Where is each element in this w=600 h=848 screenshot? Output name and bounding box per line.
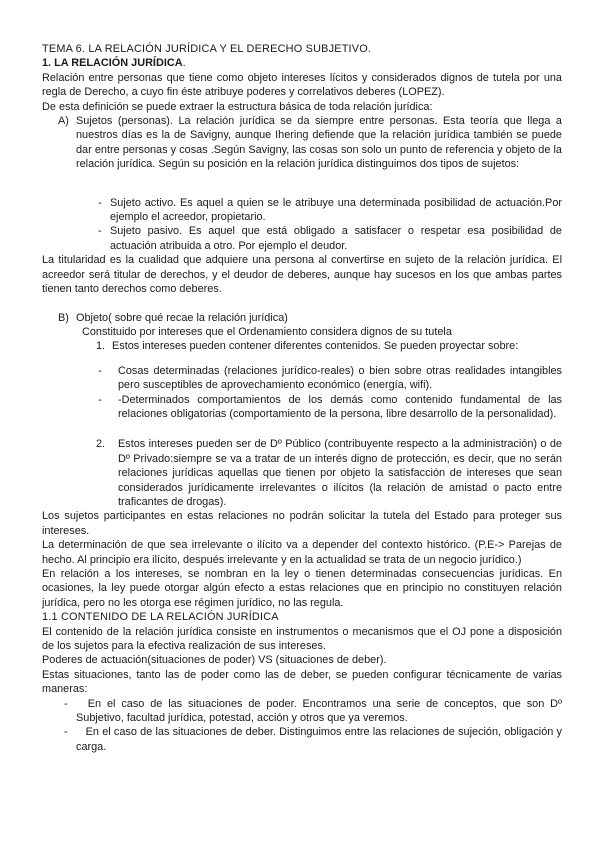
section-heading-1-text: 1. LA RELACIÓN JURÍDICA (42, 57, 183, 70)
situaciones-paragraph: Estas situaciones, tanto las de poder como las de deber, se pueden configurar técnicamente de varias maneras: (42, 668, 562, 696)
list-item-text: -Determinados comportamientos de los demás como contenido fundamental de las relaciones obligatorias (comportamiento de la persona, libre desarrollo de la personalidad). (118, 393, 562, 420)
section-heading-1-1: 1.1 CONTENIDO DE LA RELACIÓN JURÍDICA (42, 611, 279, 624)
list-item (42, 364, 562, 393)
list-item-text: Cosas determinadas (relaciones jurídico-reales) o bien sobre otras realidades intangibles pero susceptibles de aprovechamiento económico (energía, wifi). (118, 364, 562, 392)
list-item-text: Sujeto activo. Es aquel a quien se le atribuye una determinada posibilidad de actuación.Por ejemplo el acreedor, propietario. (110, 196, 562, 224)
list-item-text: Sujeto pasivo. Es aquel que está obligado a satisfacer o respetar esa posibilidad de actuación atribuida a otro. Por ejemplo el deudor. (110, 225, 562, 252)
item-b-objeto (58, 311, 562, 325)
situaciones-list (42, 697, 566, 755)
list-item (42, 196, 562, 225)
poderes-paragraph: Poderes de actuación(situaciones de poder) VS (situaciones de deber). (42, 654, 387, 667)
determinacion-paragraph: La determinación de que sea irrelevante o ilícito va a depender del contexto histórico. (P.E-> Parejas de hecho. Al principio era ilícito, después irrelevante y en la actualidad se trata de un negocio jurídico.) (42, 539, 562, 566)
titularidad-paragraph: La titularidad es la cualidad que adquiere una persona al convertirse en sujeto de la relación jurídica. El acreedor será titular de derechos, y el deudor de deberes, aunque hay sucesos en los que ambas partes tienen tanto derechos como deberes. (42, 254, 562, 296)
item-a-marker: A) (58, 115, 69, 128)
dash-marker: - (98, 364, 102, 377)
numbered-item-2-marker: 2. (96, 438, 106, 451)
item-a-text: Sujetos (personas). La relación jurídica se da siempre entre personas. Esta teoría que llega a nuestros días es la de Savigny, aunque Ihering defiende que la relación jurídica también se puede dar entre personas y cosas .Según Savigny, las cosas son solo un punto de referencia y objeto de la relación jurídica. Según su posición en la relación jurídica distinguimos dos tipos de sujetos: (76, 115, 562, 171)
dash-marker: - (64, 697, 68, 710)
numbered-item-2-text: Estos intereses pueden ser de Dº Público (contribuyente respecto a la administración) o de Dº Privado:siempre se va a tratar de un interés digno de protección, es decir, que no serán relaciones jurídicas aquellas que tienen por objeto la satisfacción de intereses que sean considerados jurídicamente irrelevantes o ilícitos (la relación de amistad o pacto entre traficantes de drogas). (118, 438, 562, 508)
sujetos-list (42, 196, 562, 254)
contenido-paragraph: El contenido de la relación jurídica consiste en instrumentos o mecanismos que el OJ pone a disposición de los sujetos para la efectiva realización de sus intereses. (42, 625, 562, 653)
objetos-list (42, 364, 562, 422)
list-item (42, 725, 566, 754)
relacion-paragraph: En relación a los intereses, se nombran en la ley o tienen determinadas consecuencias jurídicas. En ocasiones, la ley puede otorgar algún efecto a estas relaciones que en principio no constituyen relación jurídica, pero no les otorga ese régimen jurídico, no las regula. (42, 568, 562, 609)
numbered-item-1 (42, 339, 562, 353)
item-b-text: Objeto( sobre qué recae la relación jurídica) (76, 311, 288, 324)
item-b-subtext: Constituido por intereses que el Ordenamiento considera dignos de su tutela (82, 325, 452, 338)
list-item (42, 224, 562, 253)
document-title: TEMA 6. LA RELACIÓN JURÍDICA Y EL DERECHO SUBJETIVO. (42, 43, 372, 55)
item-b-marker: B) (58, 311, 69, 324)
dash-marker: - (98, 196, 102, 209)
list-item-text: En el caso de las situaciones de deber. Distinguimos entre las relaciones de sujeción, obligación y carga. (76, 726, 566, 753)
dash-marker: - (98, 225, 102, 238)
section-heading-1-dot: . (182, 57, 186, 70)
item-a-sujetos (58, 114, 562, 172)
estructura-paragraph: De esta definición se puede extraer la estructura básica de toda relación jurídica: (42, 100, 433, 113)
list-item (42, 697, 566, 726)
intro-paragraph: Relación entre personas que tiene como objeto intereses lícitos y considerados dignos de tutela por una regla de Derecho, a cuyo fin éste atribuye poderes y correlativos deberes (LOPEZ). (42, 71, 562, 99)
document-page (42, 42, 566, 754)
dash-marker: - (64, 726, 68, 739)
sujetos-paragraph: Los sujetos participantes en estas relaciones no podrán solicitar la tutela del Estado para proteger sus intereses. (42, 510, 562, 537)
numbered-item-1-marker: 1. (96, 340, 106, 353)
section-heading-1 (42, 56, 562, 70)
dash-marker: - (98, 393, 102, 406)
numbered-item-1-text: Estos intereses pueden contener diferentes contenidos. Se pueden proyectar sobre: (112, 340, 519, 353)
list-item (42, 393, 562, 422)
list-item-text: En el caso de las situaciones de poder. Encontramos una serie de conceptos, que son Dº Subjetivo, facultad jurídica, potestad, acción y otros que ya veremos. (76, 697, 566, 725)
numbered-item-2 (42, 437, 562, 509)
